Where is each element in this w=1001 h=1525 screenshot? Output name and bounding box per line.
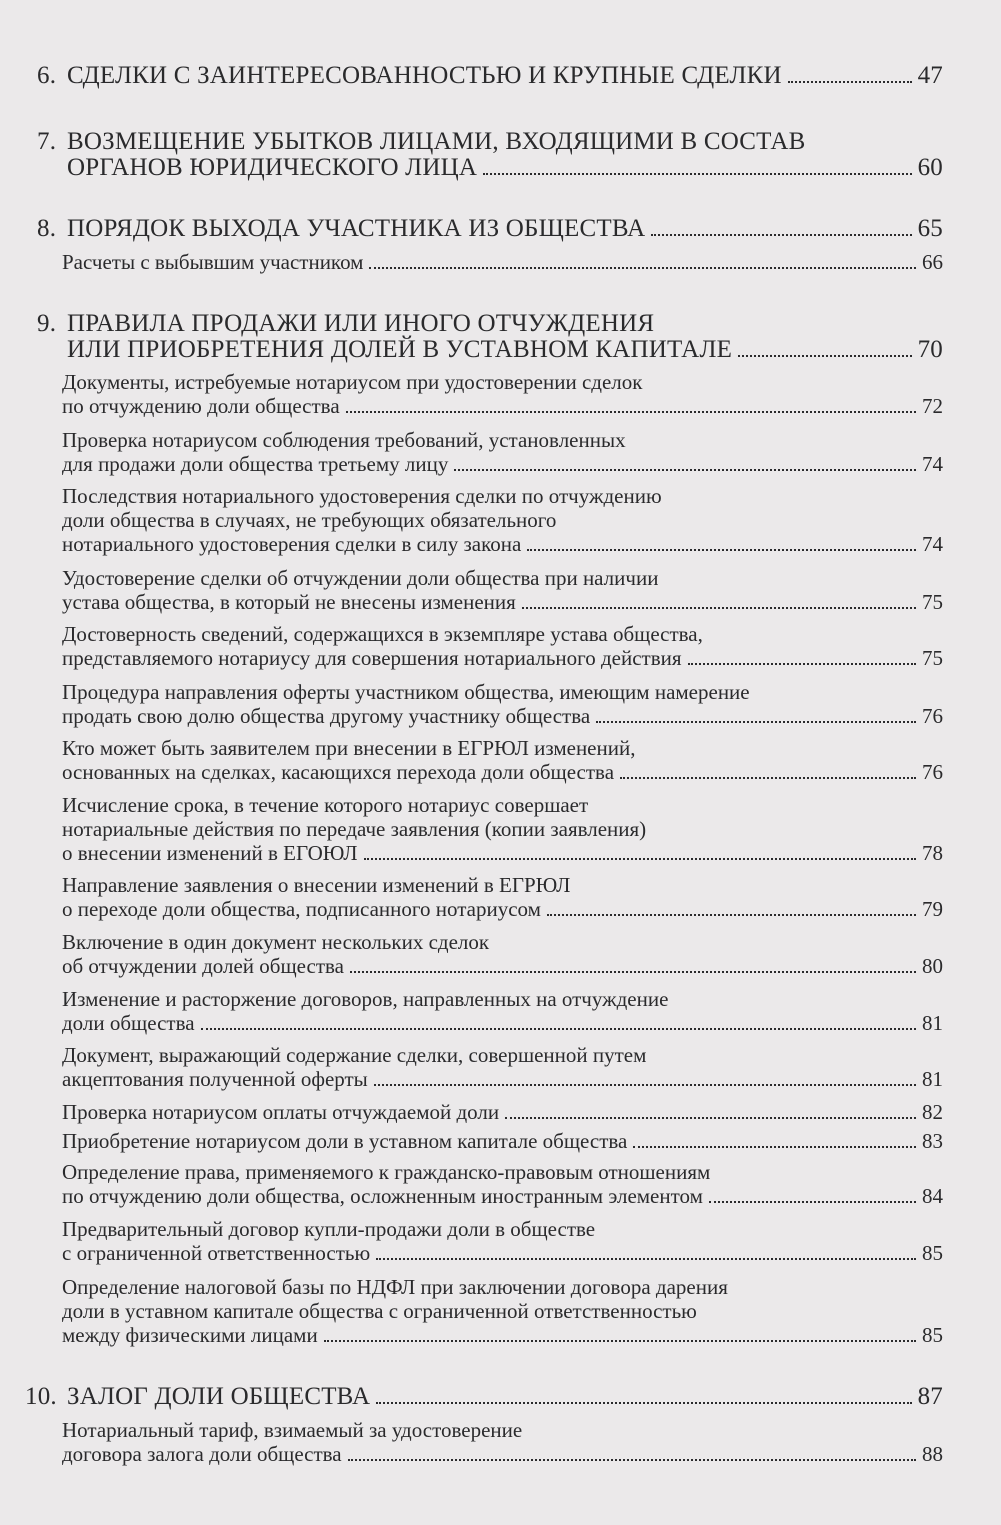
section-title-line: Документ, выражающий содержание сделки, совершенной путем <box>62 1043 647 1067</box>
page-number: 85 <box>922 1241 943 1265</box>
dot-leader <box>374 1083 916 1086</box>
section-title-line: акцептования полученной оферты <box>62 1067 368 1091</box>
dot-leader <box>688 662 916 665</box>
section-title: Расчеты с выбывшим участником <box>62 250 364 274</box>
page-number: 66 <box>922 250 943 274</box>
page-number: 78 <box>922 841 943 865</box>
chapter-title: ПОРЯДОК ВЫХОДА УЧАСТНИКА ИЗ ОБЩЕСТВА <box>67 215 646 242</box>
page-number: 84 <box>922 1184 943 1208</box>
section-title-line: доли общества в случаях, не требующих обязательного <box>62 508 557 532</box>
dot-leader <box>738 354 912 357</box>
chapter-number: 10. <box>25 1383 57 1410</box>
dot-leader <box>788 80 912 83</box>
dot-leader <box>376 1257 916 1260</box>
section-title-line: о внесении изменений в ЕГОЮЛ <box>62 841 358 865</box>
page-number: 75 <box>922 646 943 670</box>
page-number: 81 <box>922 1011 943 1035</box>
section-title-line: Кто может быть заявителем при внесении в ЕГРЮЛ изменений, <box>62 736 636 760</box>
page-number: 83 <box>922 1129 943 1153</box>
page-number: 74 <box>922 452 943 476</box>
section-title-line: основанных на сделках, касающихся перехода доли общества <box>62 760 615 784</box>
dot-leader <box>633 1145 916 1148</box>
dot-leader <box>201 1027 916 1030</box>
chapter-title-line-2: ОРГАНОВ ЮРИДИЧЕСКОГО ЛИЦА <box>67 154 478 181</box>
dot-leader <box>620 776 916 779</box>
page-number: 65 <box>917 215 943 242</box>
dot-leader <box>547 913 916 916</box>
dot-leader <box>454 468 916 471</box>
dot-leader <box>350 970 916 973</box>
dot-leader <box>522 606 916 609</box>
dot-leader <box>376 1401 911 1404</box>
section-title-line: Проверка нотариусом оплаты отчуждаемой доли <box>62 1100 500 1124</box>
page-number: 60 <box>917 154 943 181</box>
dot-leader <box>651 233 911 236</box>
section-title-line: устава общества, в который не внесены изменения <box>62 590 516 614</box>
dot-leader <box>348 1458 916 1461</box>
dot-leader <box>364 857 916 860</box>
section-title-line: для продажи доли общества третьему лицу <box>62 452 449 476</box>
page-number: 81 <box>922 1067 943 1091</box>
section-title-line: Документы, истребуемые нотариусом при удостоверении сделок <box>62 370 643 394</box>
page-number: 82 <box>922 1100 943 1124</box>
section-title-line: Проверка нотариусом соблюдения требований, установленных <box>62 428 626 452</box>
section-title-line: об отчуждении долей общества <box>62 954 344 978</box>
section-title-line: Определение налоговой базы по НДФЛ при заключении договора дарения <box>62 1275 728 1299</box>
dot-leader <box>505 1116 916 1119</box>
section-title-line: нотариальные действия по передаче заявления (копии заявления) <box>62 817 647 841</box>
chapter-number: 9. <box>37 310 57 337</box>
chapter-number: 6. <box>37 62 57 89</box>
chapter-title: СДЕЛКИ С ЗАИНТЕРЕСОВАННОСТЬЮ И КРУПНЫЕ СДЕЛКИ <box>67 62 782 89</box>
section-title-line: договора залога доли общества <box>62 1442 342 1466</box>
section-title-line: Приобретение нотариусом доли в уставном капитале общества <box>62 1129 628 1153</box>
page-number: 85 <box>922 1323 943 1347</box>
chapter-title-line-1: ПРАВИЛА ПРОДАЖИ ИЛИ ИНОГО ОТЧУЖДЕНИЯ <box>67 310 655 337</box>
dot-leader <box>324 1339 916 1342</box>
page-number: 47 <box>917 62 943 89</box>
dot-leader <box>596 720 916 723</box>
dot-leader <box>527 548 916 551</box>
chapter-number: 7. <box>37 128 57 155</box>
page-number: 87 <box>917 1383 943 1410</box>
page-number: 80 <box>922 954 943 978</box>
dot-leader <box>483 172 912 175</box>
chapter-number: 8. <box>37 215 57 242</box>
section-title-line: представляемого нотариусу для совершения нотариального действия <box>62 646 682 670</box>
dot-leader <box>709 1200 916 1203</box>
page-number: 79 <box>922 897 943 921</box>
section-title-line: Исчисление срока, в течение которого нотариус совершает <box>62 793 589 817</box>
section-title-line: нотариального удостоверения сделки в силу закона <box>62 532 522 556</box>
page-number: 75 <box>922 590 943 614</box>
section-title-line: с ограниченной ответственностью <box>62 1241 371 1265</box>
chapter-title: ЗАЛОГ ДОЛИ ОБЩЕСТВА <box>67 1383 371 1410</box>
section-title-line: Процедура направления оферты участником общества, имеющим намерение <box>62 680 750 704</box>
page-number: 76 <box>922 704 943 728</box>
dot-leader <box>369 266 916 269</box>
page-number: 76 <box>922 760 943 784</box>
section-title-line: по отчуждению доли общества, осложненным иностранным элементом <box>62 1184 703 1208</box>
section-title-line: Достоверность сведений, содержащихся в экземпляре устава общества, <box>62 622 703 646</box>
page-number: 70 <box>917 336 943 363</box>
section-title-line: о переходе доли общества, подписанного нотариусом <box>62 897 541 921</box>
section-title-line: Нотариальный тариф, взимаемый за удостоверение <box>62 1418 523 1442</box>
page-number: 72 <box>922 394 943 418</box>
section-title-line: Направление заявления о внесении изменений в ЕГРЮЛ <box>62 873 571 897</box>
chapter-title-line-1: ВОЗМЕЩЕНИЕ УБЫТКОВ ЛИЦАМИ, ВХОДЯЩИМИ В СОСТАВ <box>67 128 806 155</box>
section-title-line: по отчуждению доли общества <box>62 394 340 418</box>
section-title-line: между физическими лицами <box>62 1323 318 1347</box>
page-number: 88 <box>922 1442 943 1466</box>
section-title-line: Включение в один документ нескольких сделок <box>62 930 490 954</box>
section-title-line: Удостоверение сделки об отчуждении доли общества при наличии <box>62 566 659 590</box>
chapter-title-line-2: ИЛИ ПРИОБРЕТЕНИЯ ДОЛЕЙ В УСТАВНОМ КАПИТАЛЕ <box>67 336 733 363</box>
dot-leader <box>346 410 916 413</box>
page-number: 74 <box>922 532 943 556</box>
section-title-line: доли в уставном капитале общества с ограниченной ответственностью <box>62 1299 697 1323</box>
section-title-line: продать свою долю общества другому участнику общества <box>62 704 591 728</box>
section-title-line: доли общества <box>62 1011 195 1035</box>
section-title-line: Изменение и расторжение договоров, направленных на отчуждение <box>62 987 669 1011</box>
section-title-line: Последствия нотариального удостоверения сделки по отчуждению <box>62 484 662 508</box>
section-title-line: Определение права, применяемого к гражданско-правовым отношениям <box>62 1160 711 1184</box>
section-title-line: Предварительный договор купли-продажи доли в обществе <box>62 1217 596 1241</box>
